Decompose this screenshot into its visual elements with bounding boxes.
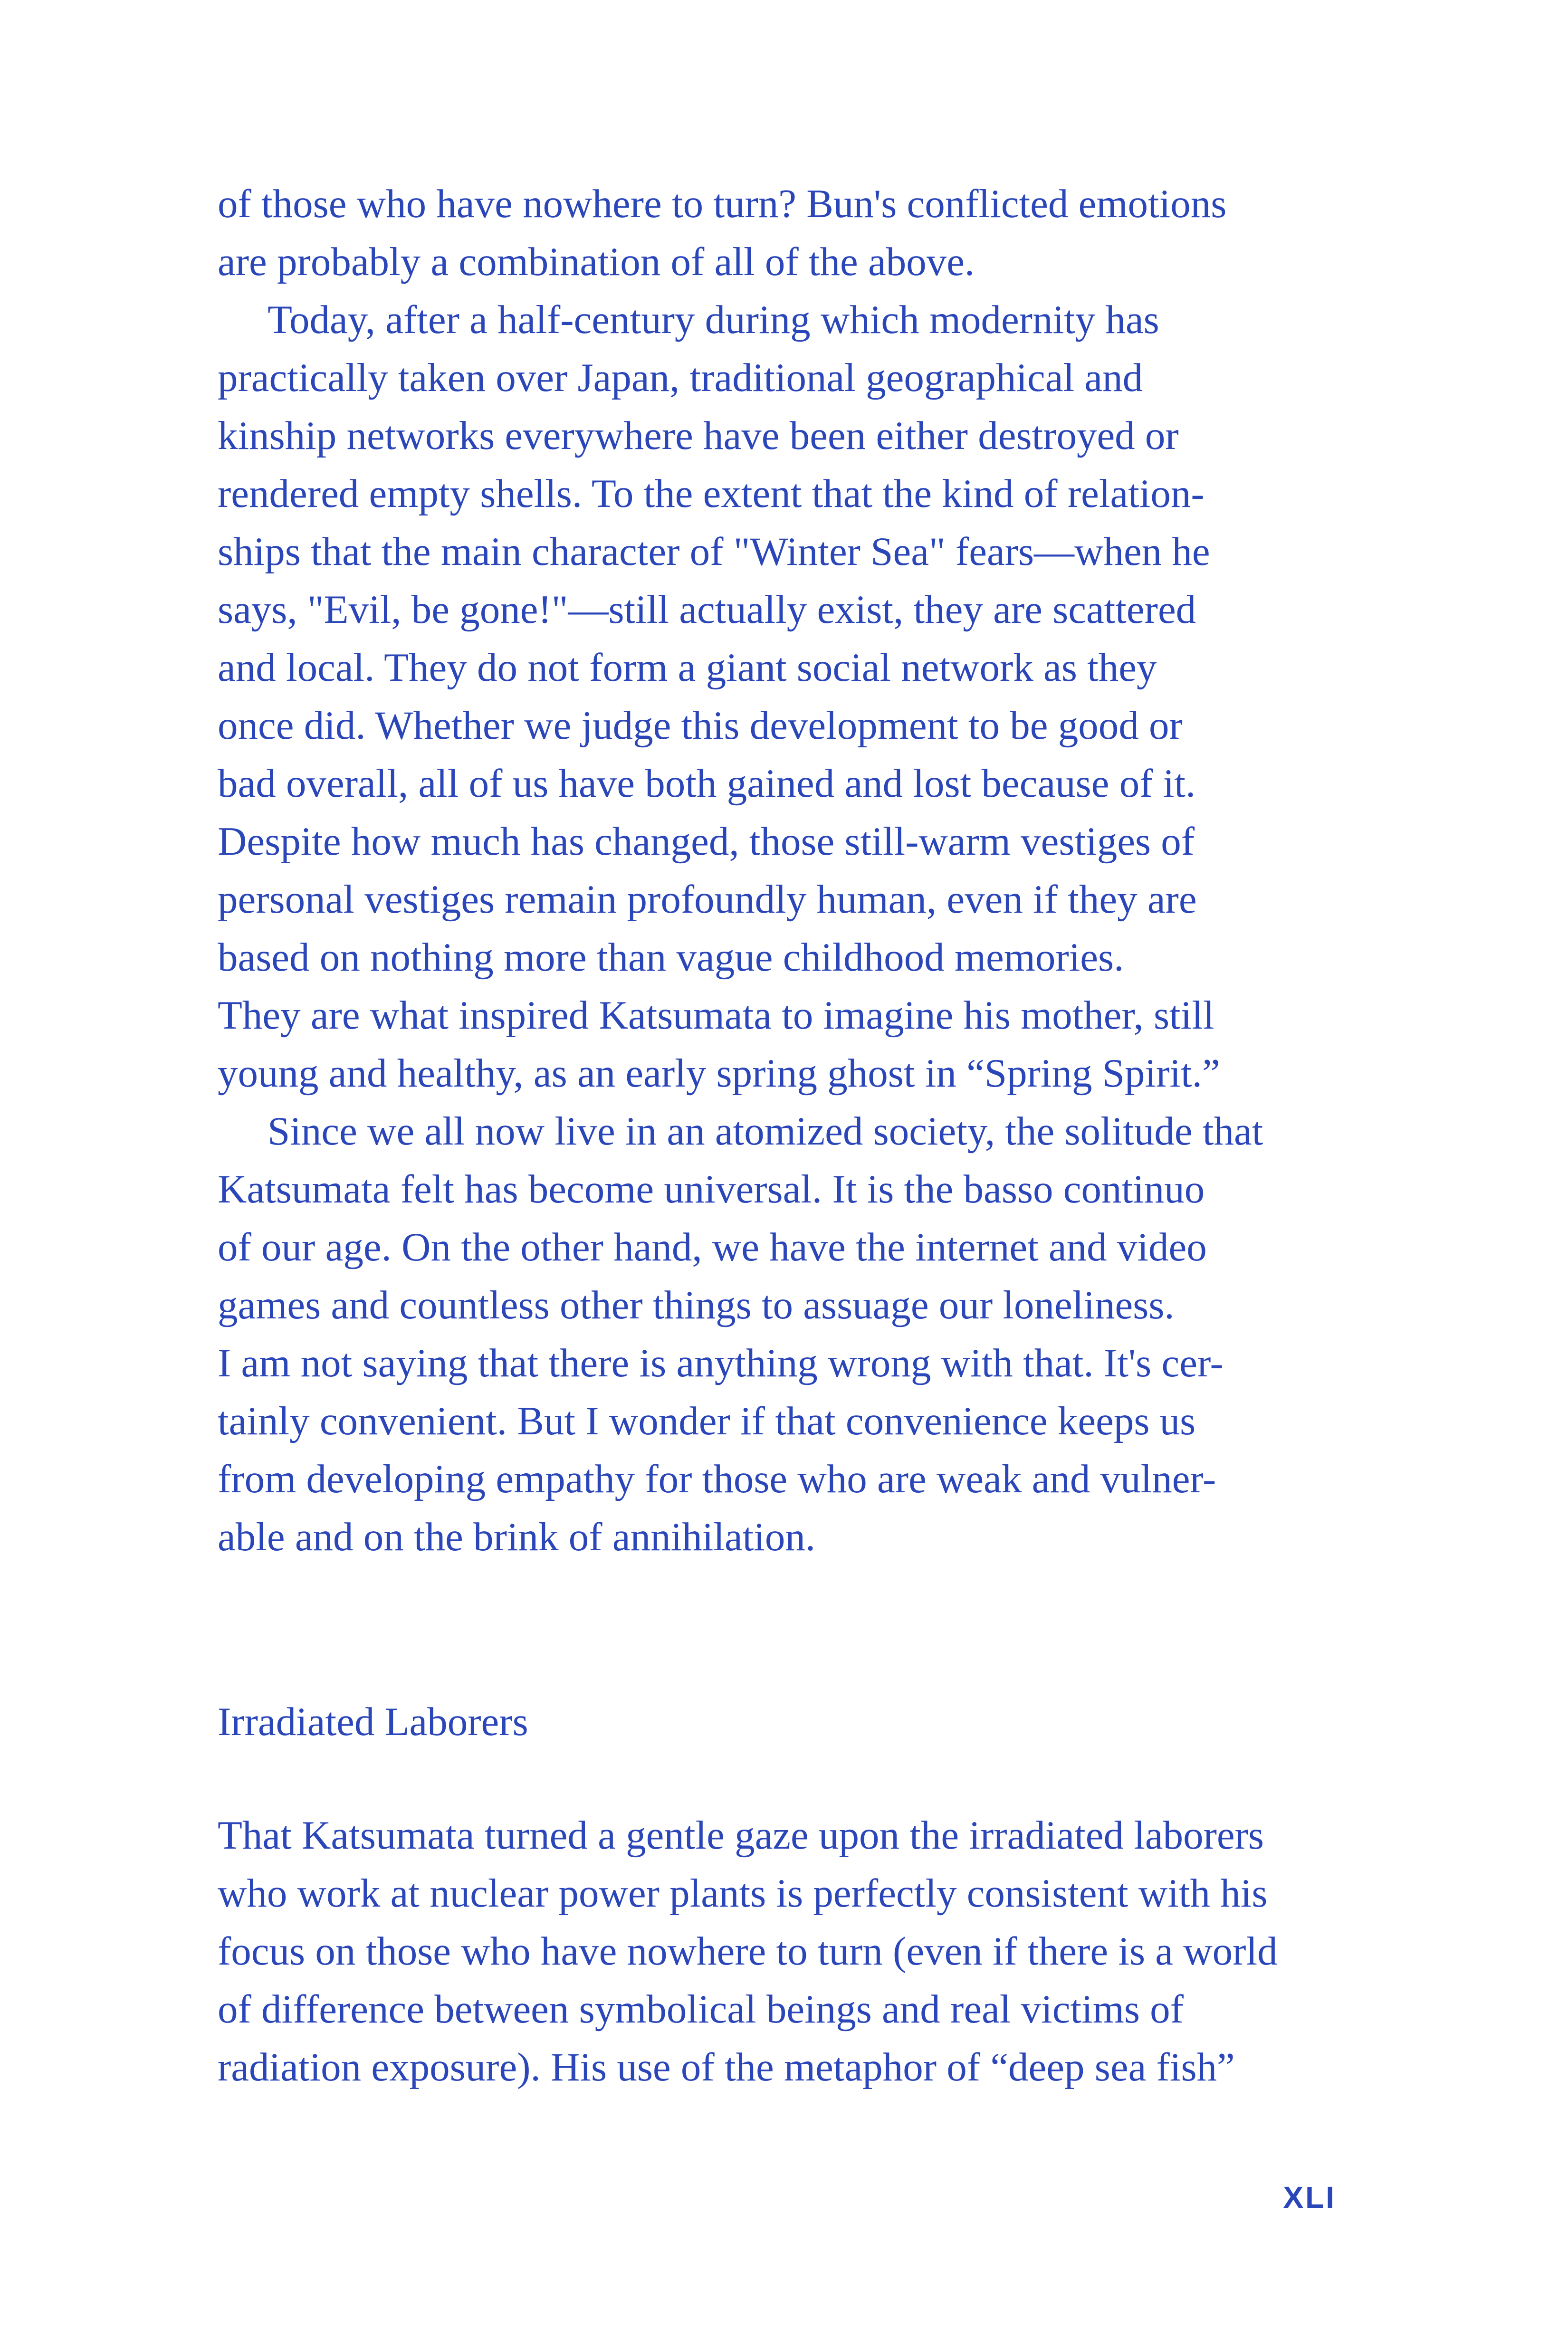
section-text (218, 1806, 1367, 2096)
section-heading-block (218, 1693, 1367, 1751)
paragraph-modernity: Today, after a half-century during which modernity has practically taken over Japan, traditional geographical and kinship networks everywhere have been either destroyed or rendered empty shells. To the extent that the kind of relation- ships that the main character of "Winter Sea" fears—when he says, "Evil, be gone!"—still actually exist, they are scattered and local. They do not form a giant social network as they once did. Whether we judge this development to be good or bad overall, all of us have both gained and lost because of it. Despite how much has changed, those still-warm vestiges of personal vestiges remain profoundly human, even if they are based on nothing more than vague childhood memories. They are what inspired Katsumata to imagine his mother, still young and healthy, as an early spring ghost in “Spring Spirit.” (218, 297, 1220, 1096)
section-heading: Irradiated Laborers (218, 1699, 528, 1744)
page-number: XLI (1283, 2180, 1336, 2214)
paragraph-solitude: Since we all now live in an atomized society, the solitude that Katsumata felt has become universal. It is the basso continuo of our age. On the other hand, we have the internet and video games and countless other things to assuage our loneliness. I am not saying that there is anything wrong with that. It's cer- tainly convenient. But I wonder if that convenience keeps us from developing empathy for those who are weak and vulner- able and on the brink of annihilation. (218, 1109, 1263, 1559)
body-text (218, 175, 1367, 1566)
paragraph-continuation: of those who have nowhere to turn? Bun's conflicted emotions are probably a combination of all of the above. (218, 181, 1227, 284)
paragraph-irradiated-laborers: That Katsumata turned a gentle gaze upon the irradiated laborers who work at nuclear power plants is perfectly consistent with his focus on those who have nowhere to turn (even if there is a world of difference between symbolical beings and real victims of radiation exposure). His use of the metaphor of “deep sea fish” (218, 1813, 1278, 2089)
